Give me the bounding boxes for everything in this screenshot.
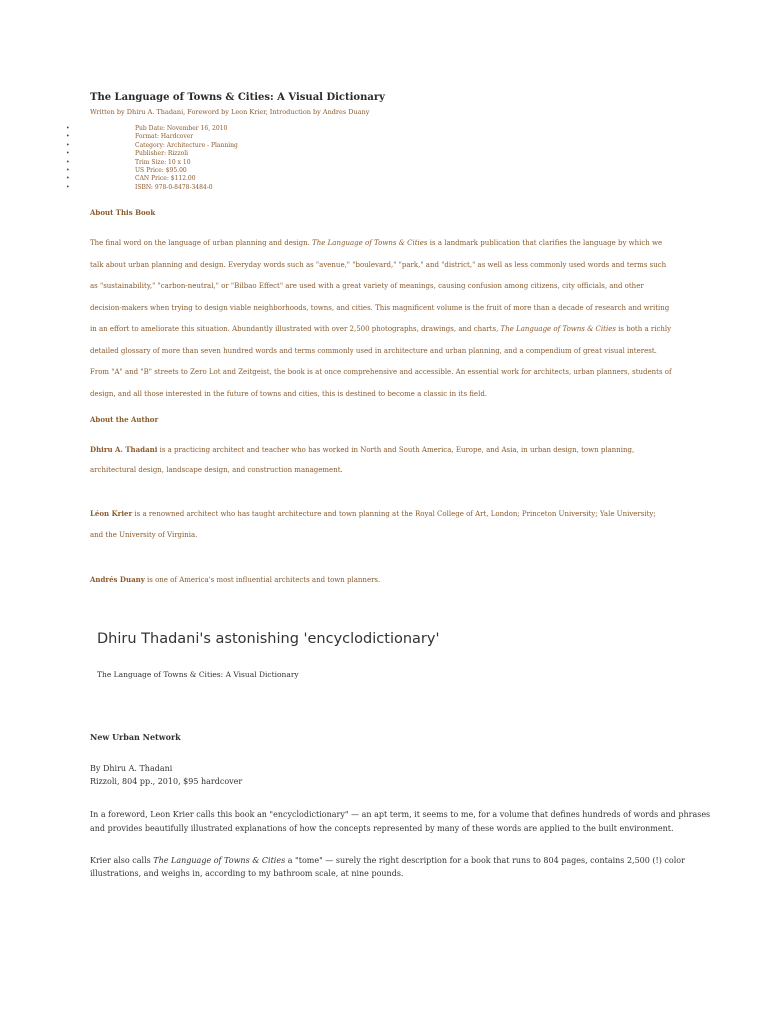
book-byline: Written by Dhiru A. Thadani, Foreword by Leon Krier, Introduction by Andres Duany xyxy=(90,108,370,116)
book-detail-text: Publisher: Rizzoli xyxy=(135,150,189,158)
blog-post-title: Dhiru Thadani's astonishing 'encyclodictionary' xyxy=(97,631,440,647)
about-book-line-7: From "A" and "B" streets to Zero Lot and Zeitgeist, the book is at once comprehensive and accessible. An essential work for architects, urban planners, students of xyxy=(90,368,672,376)
blog-post-subtitle: The Language of Towns & Cities: A Visual Dictionary xyxy=(97,670,299,679)
book-detail-text: Trim Size: 10 x 10 xyxy=(135,158,191,166)
review-paragraph-2-line-1: Krier also calls The Language of Towns & Cities a "tome" — surely the right description for a book that runs to 804 pages, contains 2,500 (!) color xyxy=(90,856,685,865)
bullet-icon: • xyxy=(66,175,70,183)
bullet-icon: • xyxy=(66,141,70,149)
about-book-line-4: decision-makers when trying to design viable neighborhoods, towns, and cities. This magnificent volume is the fruit of more than a decade of research and writing xyxy=(90,304,670,312)
about-book-line-3: as "sustainability," "carbon-neutral," or "Bilbao Effect" are used with a great variety of meanings, causing confusion among citizens, city officials, and other xyxy=(90,282,644,290)
publication-line: Rizzoli, 804 pp., 2010, $95 hardcover xyxy=(90,777,243,786)
bullet-icon: • xyxy=(66,166,70,174)
review-paragraph-2-line-2: illustrations, and weighs in, according to my bathroom scale, at nine pounds. xyxy=(90,869,404,878)
duany-bio-line-1: Andrés Duany is one of America's most influential architects and town planners. xyxy=(90,575,381,584)
book-detail-text: Format: Hardcover xyxy=(135,133,194,141)
review-paragraph-1-line-2: and provides beautifully illustrated explanations of how the concepts represented by many of these words are applied to the built environment. xyxy=(90,824,674,833)
krier-bio-line-2: and the University of Virginia. xyxy=(90,531,198,539)
bullet-icon: • xyxy=(66,150,70,158)
book-title: The Language of Towns & Cities: A Visual Dictionary xyxy=(90,92,385,103)
about-book-heading: About This Book xyxy=(90,208,156,217)
book-detail-text: ISBN: 978-0-8478-3484-0 xyxy=(135,183,213,191)
krier-bio-line-1: Léon Krier is a renowned architect who has taught architecture and town planning at the Royal College of Art, London; Princeton University; Yale University; xyxy=(90,509,656,518)
about-book-line-1: The final word on the language of urban planning and design. The Language of Towns & Cities is a landmark publication that clarifies the language by which we xyxy=(90,239,663,247)
book-detail-text: Pub Date: November 16, 2010 xyxy=(135,125,228,132)
about-book-line-2: talk about urban planning and design. Everyday words such as "avenue," "boulevard," "park," and "district," as well as less commonly used words and terms such xyxy=(90,261,667,269)
about-book-line-5: in an effort to ameliorate this situation. Abundantly illustrated with over 2,500 photographs, drawings, and charts, The Language of Towns & Cities is both a richly xyxy=(90,325,672,333)
author-name-duany: Andrés Duany xyxy=(90,575,145,584)
bullet-icon: • xyxy=(66,133,70,141)
book-detail-text: CAN Price: $112.00 xyxy=(135,175,196,183)
about-book-line-8: design, and all those interested in the future of towns and cities, this is destined to become a classic in its field. xyxy=(90,390,488,398)
about-author-heading: About the Author xyxy=(90,415,159,424)
author-name-krier: Léon Krier xyxy=(90,509,133,518)
about-book-line-6: detailed glossary of more than seven hundred words and terms commonly used in architecture and urban planning, and a compendium of great visual interest. xyxy=(90,347,657,355)
bullet-icon: • xyxy=(66,158,70,166)
author-line: By Dhiru A. Thadani xyxy=(90,764,173,773)
bullet-icon: • xyxy=(66,183,70,191)
book-detail-text: US Price: $95.00 xyxy=(135,166,187,174)
source-name: New Urban Network xyxy=(90,732,181,742)
review-paragraph-1-line-1: In a foreword, Leon Krier calls this book an "encyclodictionary" — an apt term, it seems to me, for a volume that defines hundreds of words and phrases xyxy=(90,810,711,819)
author-name-thadani: Dhiru A. Thadani xyxy=(90,445,158,454)
thadani-bio-line-2: architectural design, landscape design, and construction management. xyxy=(90,466,343,474)
bullet-icon: • xyxy=(66,125,70,132)
book-detail-text: Category: Architecture - Planning xyxy=(135,141,238,149)
thadani-bio-line-1: Dhiru A. Thadani is a practicing architect and teacher who has worked in North and South America, Europe, and Asia, in urban design, town planning, xyxy=(90,445,635,454)
